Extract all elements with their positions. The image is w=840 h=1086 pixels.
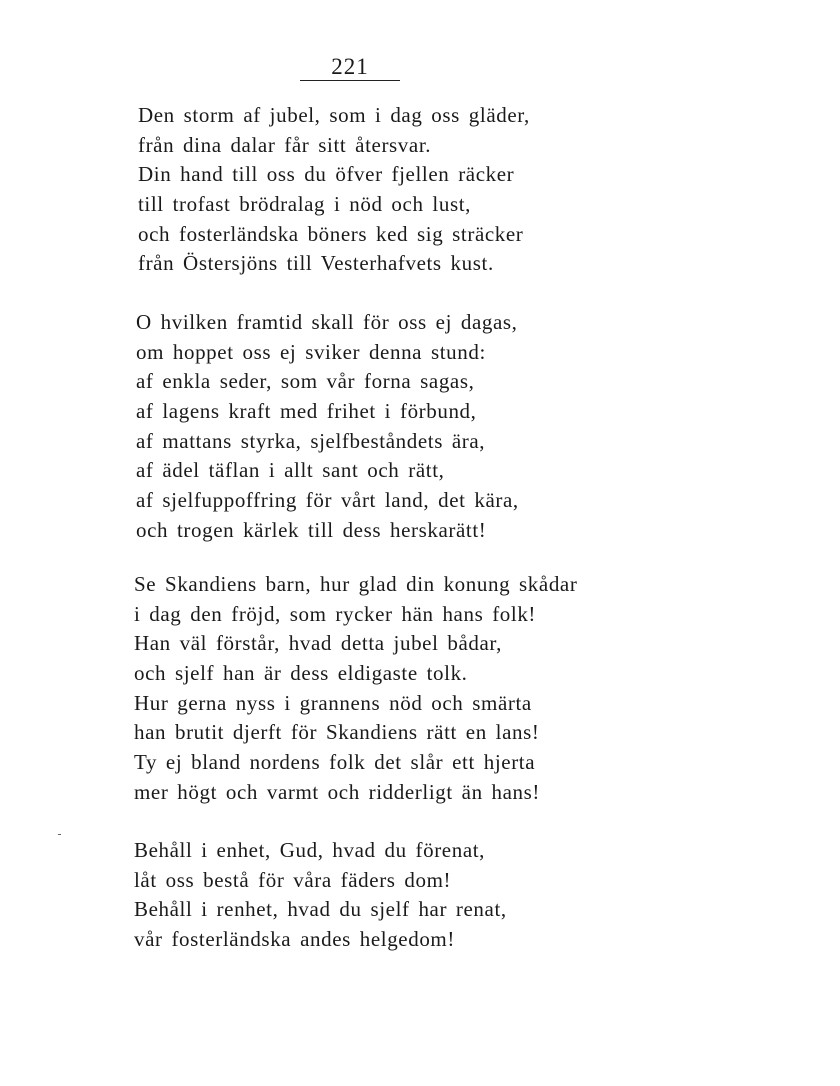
verse-line: och sjelf han är dess eldigaste tolk. <box>134 661 468 686</box>
verse-line: Din hand till oss du öfver fjellen räcker <box>138 162 515 187</box>
verse-line: och trogen kärlek till dess herskarätt! <box>136 517 487 542</box>
verse-line: af enkla seder, som vår forna sagas, <box>136 369 475 394</box>
verse-line: Han väl förstår, hvad detta jubel bådar, <box>134 631 503 656</box>
verse-line: om hoppet oss ej sviker denna stund: <box>136 339 486 364</box>
page-number: 221 <box>331 54 369 79</box>
verse-line: Hur gerna nyss i grannens nöd och smärta <box>134 690 532 715</box>
verse-line: från dina dalar får sitt återsvar. <box>138 132 432 157</box>
verse-line: af mattans styrka, sjelfbeståndets ära, <box>136 428 486 453</box>
verse-line: af ädel täflan i allt sant och rätt, <box>136 458 445 483</box>
verse-line: från Östersjöns till Vesterhafvets kust. <box>138 251 494 276</box>
verse-line: till trofast brödralag i nöd och lust, <box>138 192 471 217</box>
verse-line: Se Skandiens barn, hur glad din konung skådar <box>134 572 578 596</box>
verse-line: Ty ej bland nordens folk det slår ett hjerta <box>134 750 536 775</box>
page-number-rule <box>300 80 400 81</box>
verse-line: Behåll i enhet, Gud, hvad du förenat, <box>134 838 486 862</box>
verse-line: Behåll i renhet, hvad du sjelf har renat, <box>134 897 507 922</box>
verse-line: låt oss bestå för våra fäders dom! <box>134 867 452 892</box>
stanza-2 <box>136 308 519 546</box>
margin-speck <box>58 834 61 835</box>
stanza-4 <box>134 836 507 955</box>
verse-line: och fosterländska böners ked sig sträcker <box>138 221 524 246</box>
verse-line: Den storm af jubel, som i dag oss gläder, <box>138 103 530 127</box>
verse-line: af lagens kraft med frihet i förbund, <box>136 399 477 424</box>
verse-line: han brutit djerft för Skandiens rätt en lans! <box>134 720 540 745</box>
stanza-3 <box>134 570 577 808</box>
verse-line: vår fosterländska andes helgedom! <box>134 927 455 952</box>
verse-line: i dag den fröjd, som rycker hän hans folk! <box>134 601 537 626</box>
verse-line: mer högt och varmt och ridderligt än hans! <box>134 779 541 804</box>
stanza-1 <box>138 101 530 279</box>
verse-line: af sjelfuppoffring för vårt land, det kära, <box>136 488 519 513</box>
verse-line: O hvilken framtid skall för oss ej dagas, <box>136 310 518 334</box>
